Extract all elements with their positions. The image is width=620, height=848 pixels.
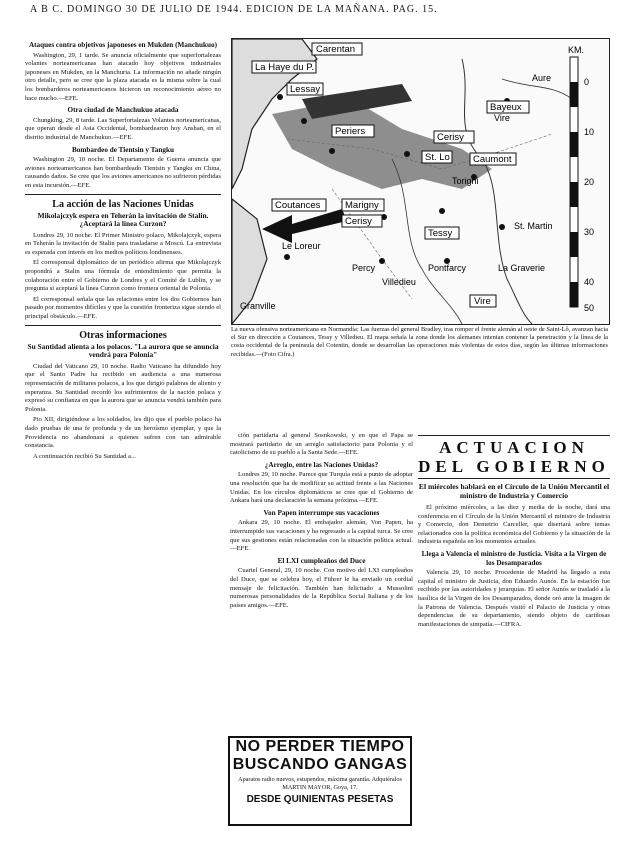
- page-header: A B C. DOMINGO 30 DE JULIO DE 1944. EDICION DE LA MAÑANA. PAG. 15.: [30, 4, 438, 15]
- section-title: DEL GOBIERNO: [418, 457, 610, 476]
- subhead-santidad: Su Santidad alienta a los polacos. "La aurora que se anuncia vendrá para Polonia": [27, 341, 219, 360]
- scale-label: 0: [584, 77, 590, 87]
- map-label: Tessy: [428, 228, 453, 239]
- article-text: Washington, 29, 1 tarde. Se anuncia oficialmente que superfortalezas volantes norteamericanas han atacado hoy objetivos industriales japoneses en Mukden, en la Manchuria. La información no añade ningún otro detalle, pero se cree que la plaza atacada es la misma sobre la cual los bombarderos norteamericanos hicieron un reconocimiento aéreo no hace mucho.—EFE.: [25, 51, 221, 102]
- map-label: Cerisy: [437, 132, 464, 143]
- divider: [25, 194, 221, 195]
- radio-advertisement: [228, 736, 412, 826]
- headline-manchukuo: Otra ciudad de Manchukuo atacada: [67, 106, 179, 115]
- headline-naciones-unidas: La acción de las Naciones Unidas: [52, 198, 194, 210]
- headline-arreglo: ¿Arreglo, entre las Naciones Unidas?: [264, 460, 379, 469]
- map-label: Caumont: [473, 154, 512, 165]
- headline-mukden: Ataques contra objetivos japoneses en Mukden (Manchukuo): [28, 41, 218, 49]
- right-column: [418, 432, 610, 631]
- ad-body: Aparatos radio nuevos, estupendos, máxima garantía. Adquiéralos MARTIN MAYOR, Goya, 17.: [238, 776, 402, 791]
- scale-label: 10: [584, 127, 595, 137]
- article-text: El próximo miércoles, a las diez y media de la noche, dará una conferencia en el Círculo de la Unión Mercantil el ministro de Industria y Comercio, don Demetrio Carceller, que disertará sobre temas relacionados con la política económica del Gobierno y la situación de la industria española en los momentos actuales.: [418, 504, 610, 546]
- scale-label: 40: [584, 277, 595, 287]
- headline-von-papen: Von Papen interrumpe sus vacaciones: [263, 508, 380, 517]
- map-label: Lessay: [290, 84, 321, 95]
- article-text: Ciudad del Vaticano 29, 10 noche. Radio Vaticano ha difundido hoy que el Santo Padre ha recibido en audiencia a una numerosa representación de militares polacos, a los que dirigió palabras de aliento y esperanza. Su Santidad recordó los sufrimientos de la nación polaca y expresó su confianza en que la aurora que se anuncia vendrá también para Polonia.: [25, 362, 221, 413]
- subhead-mikolajczyk: Mikolajczyk espera en Teherán la invitación de Stalin. ¿Aceptará la línea Curzon?: [37, 210, 209, 229]
- map-label: Cerisy: [345, 216, 372, 227]
- map-label: Vire: [474, 296, 491, 307]
- headline-duce: El LXI cumpleaños del Duce: [277, 556, 366, 565]
- map-label: Le Loreur: [282, 241, 321, 251]
- map-label: Torigni: [452, 176, 479, 186]
- article-text: El corresponsal diplomático de un periódico afirma que Mikolajczyk propondrá a Stalin una fórmula de entendimiento que permita la colaboración entre el Gobierno de Londres y el Comité de Lublin, y se pregunta si aceptará la línea Curzon como frontera oriental de Polonia.: [25, 259, 221, 293]
- headline-otras-informaciones: Otras informaciones: [79, 329, 167, 341]
- article-text: Londres 29, 10 noche. El Primer Ministro polaco, Mikolajczyk, espera en Teherán la invitación de Stalin para trasladarse a Moscú. La entrevista es esperada con interés en los medios políticos londinenses.: [25, 231, 221, 256]
- scale-label: 20: [584, 177, 595, 187]
- article-text: Valencia 29, 10 noche. Procedente de Madrid ha llegado a esta capital el ministro de Justicia, don Eduardo Aunós. En la estación fue recibido por las autoridades y jerarquías. El señor Aunós se trasladó a la basílica de la Virgen de los Desamparados, donde oró ante la imagen de la Patrona de Valencia. Después visitó el Palacio de Justicia y otras dependencias de su departamento, siendo objeto de cariñosas manifestaciones de simpatía.—CIFRA.: [418, 569, 610, 628]
- advance-arrow-icon: [262, 209, 347, 243]
- map-label: Bayeux: [490, 102, 522, 113]
- ad-footer: DESDE QUINIENTAS PESETAS: [246, 794, 394, 805]
- headline-valencia: Llega a Valencia el ministro de Justicia. Visita a la Virgen de los Desamparados: [421, 549, 607, 567]
- ad-headline: BUSCANDO GANGAS: [232, 756, 408, 773]
- headline-tientsin: Bombardeo de Tientsin y Tangku: [72, 145, 174, 154]
- divider: [25, 325, 221, 326]
- middle-column: [230, 432, 413, 612]
- article-text: Chungking, 29, 8 tarde. Las Superfortalezas Volantes norteamericanas, que operan desde el Asia Occidental, bombardearon hoy Anshan, en el distrito industrial de Manchukuo.—EFE.: [25, 116, 221, 141]
- battle-map: [231, 38, 610, 325]
- left-column: [25, 38, 221, 463]
- map-graphic: [232, 39, 609, 324]
- article-text: Londres 29, 10 noche. Parece que Turquía está a punto de adoptar una resolución que ha de modificar su actitud frente a las Naciones Unidas. En los círculos diplomáticos se cree que el Gobierno de Ankara hará una declaración la semana próxima.—EFE.: [230, 471, 413, 505]
- river-vire: [462, 59, 532, 324]
- map-label: Granville: [240, 301, 276, 311]
- scale-label: 50: [584, 303, 595, 313]
- article-text: El corresponsal señala que las relaciones entre los dos Gobiernos han pasado por momentos difíciles y que la cuestión fronteriza sigue siendo el principal obstáculo.—EFE.: [25, 295, 221, 321]
- map-label: Villedieu: [382, 277, 416, 287]
- map-label: La Haye du P.: [255, 62, 314, 73]
- map-label: Percy: [352, 263, 376, 273]
- article-text: A continuación recibió Su Santidad a...: [33, 452, 136, 460]
- divider: [418, 435, 610, 436]
- map-label: Vire: [494, 113, 510, 123]
- ad-headline: NO PERDER TIEMPO: [235, 738, 405, 755]
- map-label: Carentan: [316, 44, 356, 55]
- divider: [418, 478, 610, 479]
- map-label: Aure: [532, 73, 552, 83]
- scale-title: KM.: [568, 45, 585, 55]
- map-label: Periers: [335, 126, 366, 137]
- map-label: Marigny: [345, 200, 379, 211]
- map-label: Pontfarcy: [428, 263, 467, 273]
- article-text: Washington 29, 10 noche. El Departamento de Guerra anuncia que aviones norteamericanos han bombardeado Tientsin y Tangku en China, causando daños. Se cree que los aviones americanos no sufrieron pérdidas en esta incursión.—EFE.: [25, 156, 221, 189]
- scale-label: 30: [584, 227, 595, 237]
- section-title: ACTUACION: [439, 438, 589, 457]
- map-label: La Graverie: [498, 263, 546, 273]
- subhead-ministro-industria: El miércoles hablará en el Círculo de la Unión Mercantil el ministro de Industria y Comercio: [418, 482, 610, 500]
- map-label: St. Lo: [425, 152, 450, 163]
- map-label: Coutances: [275, 200, 321, 211]
- article-text: Ankara 29, 10 noche. El embajador alemán, Von Papen, ha interrumpido sus vacaciones y ha regresado a la capital turca. Se cree que sus gestiones están relacionadas con la situación política actual.—EFE.: [230, 519, 413, 553]
- article-text: ción partidaria al general Sosnkowski, y en que el Papa se mostrará partidario de un arreglo satisfactorio para Polonia y el catolicismo de su pueblo a la Santa Sede.—EFE.: [230, 432, 413, 457]
- article-text: Pio XII, dirigiéndose a los soldados, les dijo que el pueblo polaco ha dado pruebas de una fe profunda y de un heroísmo ejemplar, y que la Providencia no abandonará a quienes sufren con tan admirable constancia.: [25, 416, 221, 450]
- map-caption: La nueva ofensiva norteamericana en Normandía: Las fuerzas del general Bradley, tras romper el frente alemán al oeste de Saint-Lô, avanzan hacia el Sur en dirección a Coutances, Tessy y Villedieu. El mapa señala la zona donde los alemanes intentan contener la penetración y la línea de la costa occidental de la península del Cotentin, donde se desarrollan las operaciones más violentas de estos días, según las últimas informaciones recibidas.—(Foto Cifra.): [231, 326, 608, 358]
- article-text: Cuartel General, 29, 10 noche. Con motivo del LXI cumpleaños del Duce, que se celebra hoy, el Führer le ha enviado un cordial mensaje de felicitación. También han felicitado a Mussolini numerosas personalidades de la República Social Italiana y de los países amigos.—EFE.: [230, 567, 413, 609]
- map-label: St. Martin: [514, 221, 553, 231]
